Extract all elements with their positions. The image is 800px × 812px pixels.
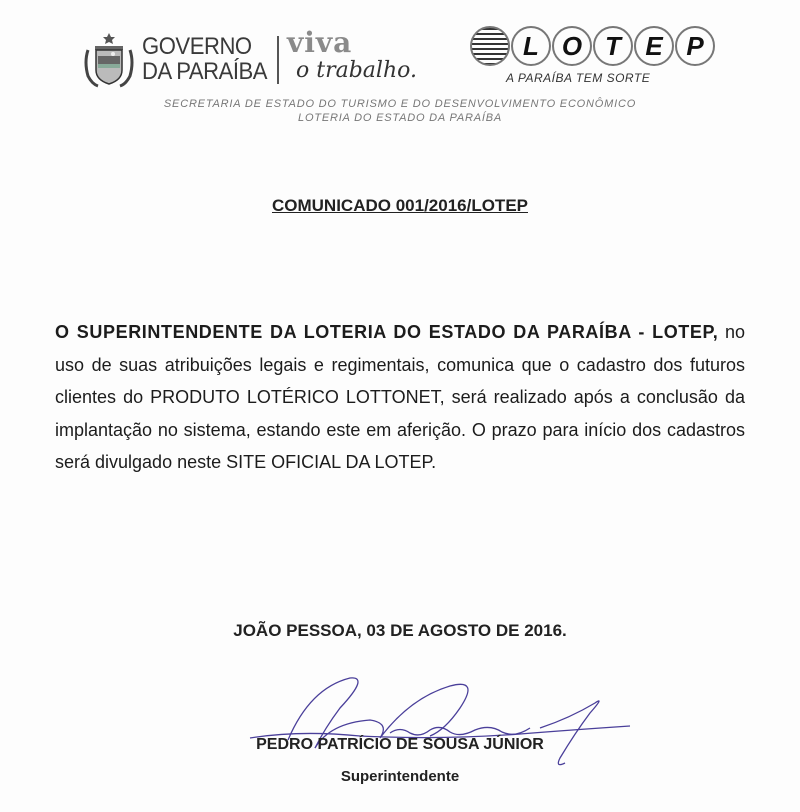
document-date: JOÃO PESSOA, 03 DE AGOSTO DE 2016. <box>233 621 567 640</box>
lotep-slogan: A PARAÍBA TEM SORTE <box>506 71 651 85</box>
body-bold-lead: O SUPERINTENDENTE DA LOTERIA DO ESTADO DA PARAÍBA - LOTEP, <box>55 322 719 342</box>
lotep-logo <box>470 26 715 66</box>
handwritten-signature <box>240 668 640 778</box>
governo-paraiba-logo-text <box>142 34 278 84</box>
governo-line2: DA PARAÍBA <box>142 58 268 85</box>
governo-line1: GOVERNO <box>142 33 252 60</box>
signer-name: PEDRO PATRÍCIO DE SOUSA JÚNIOR <box>256 736 544 753</box>
lotep-letter: T <box>593 26 633 66</box>
lotep-letter: O <box>552 26 592 66</box>
secretaria-header <box>0 97 800 125</box>
document-title: COMUNICADO 001/2016/LOTEP <box>271 196 528 215</box>
signer-role: Superintendente <box>340 768 460 785</box>
lotep-letter: P <box>675 26 715 66</box>
body-text-rest: no uso de suas atribuições legais e regimentais, comunica que o cadastro dos futuros clientes do PRODUTO LOTÉRICO LOTTONET, será realizado após a conclusão da implantação no sistema, estando este em aferição. O prazo para início dos cadastros será divulgado neste SITE OFICIAL DA LOTEP. <box>55 322 745 472</box>
trabalho-logo-text: o trabalho. <box>296 58 417 83</box>
lotep-letter: L <box>511 26 551 66</box>
logo-divider <box>277 36 279 84</box>
secretaria-line1: SECRETARIA DE ESTADO DO TURISMO E DO DESENVOLVIMENTO ECONÔMICO <box>163 98 637 110</box>
viva-logo-text: viva <box>287 26 353 59</box>
lotep-lines-ball-icon <box>470 26 510 66</box>
document-body <box>55 316 745 479</box>
lotep-letter: E <box>634 26 674 66</box>
coat-of-arms-icon <box>82 32 136 88</box>
secretaria-line2: LOTERIA DO ESTADO DA PARAÍBA <box>298 112 502 124</box>
